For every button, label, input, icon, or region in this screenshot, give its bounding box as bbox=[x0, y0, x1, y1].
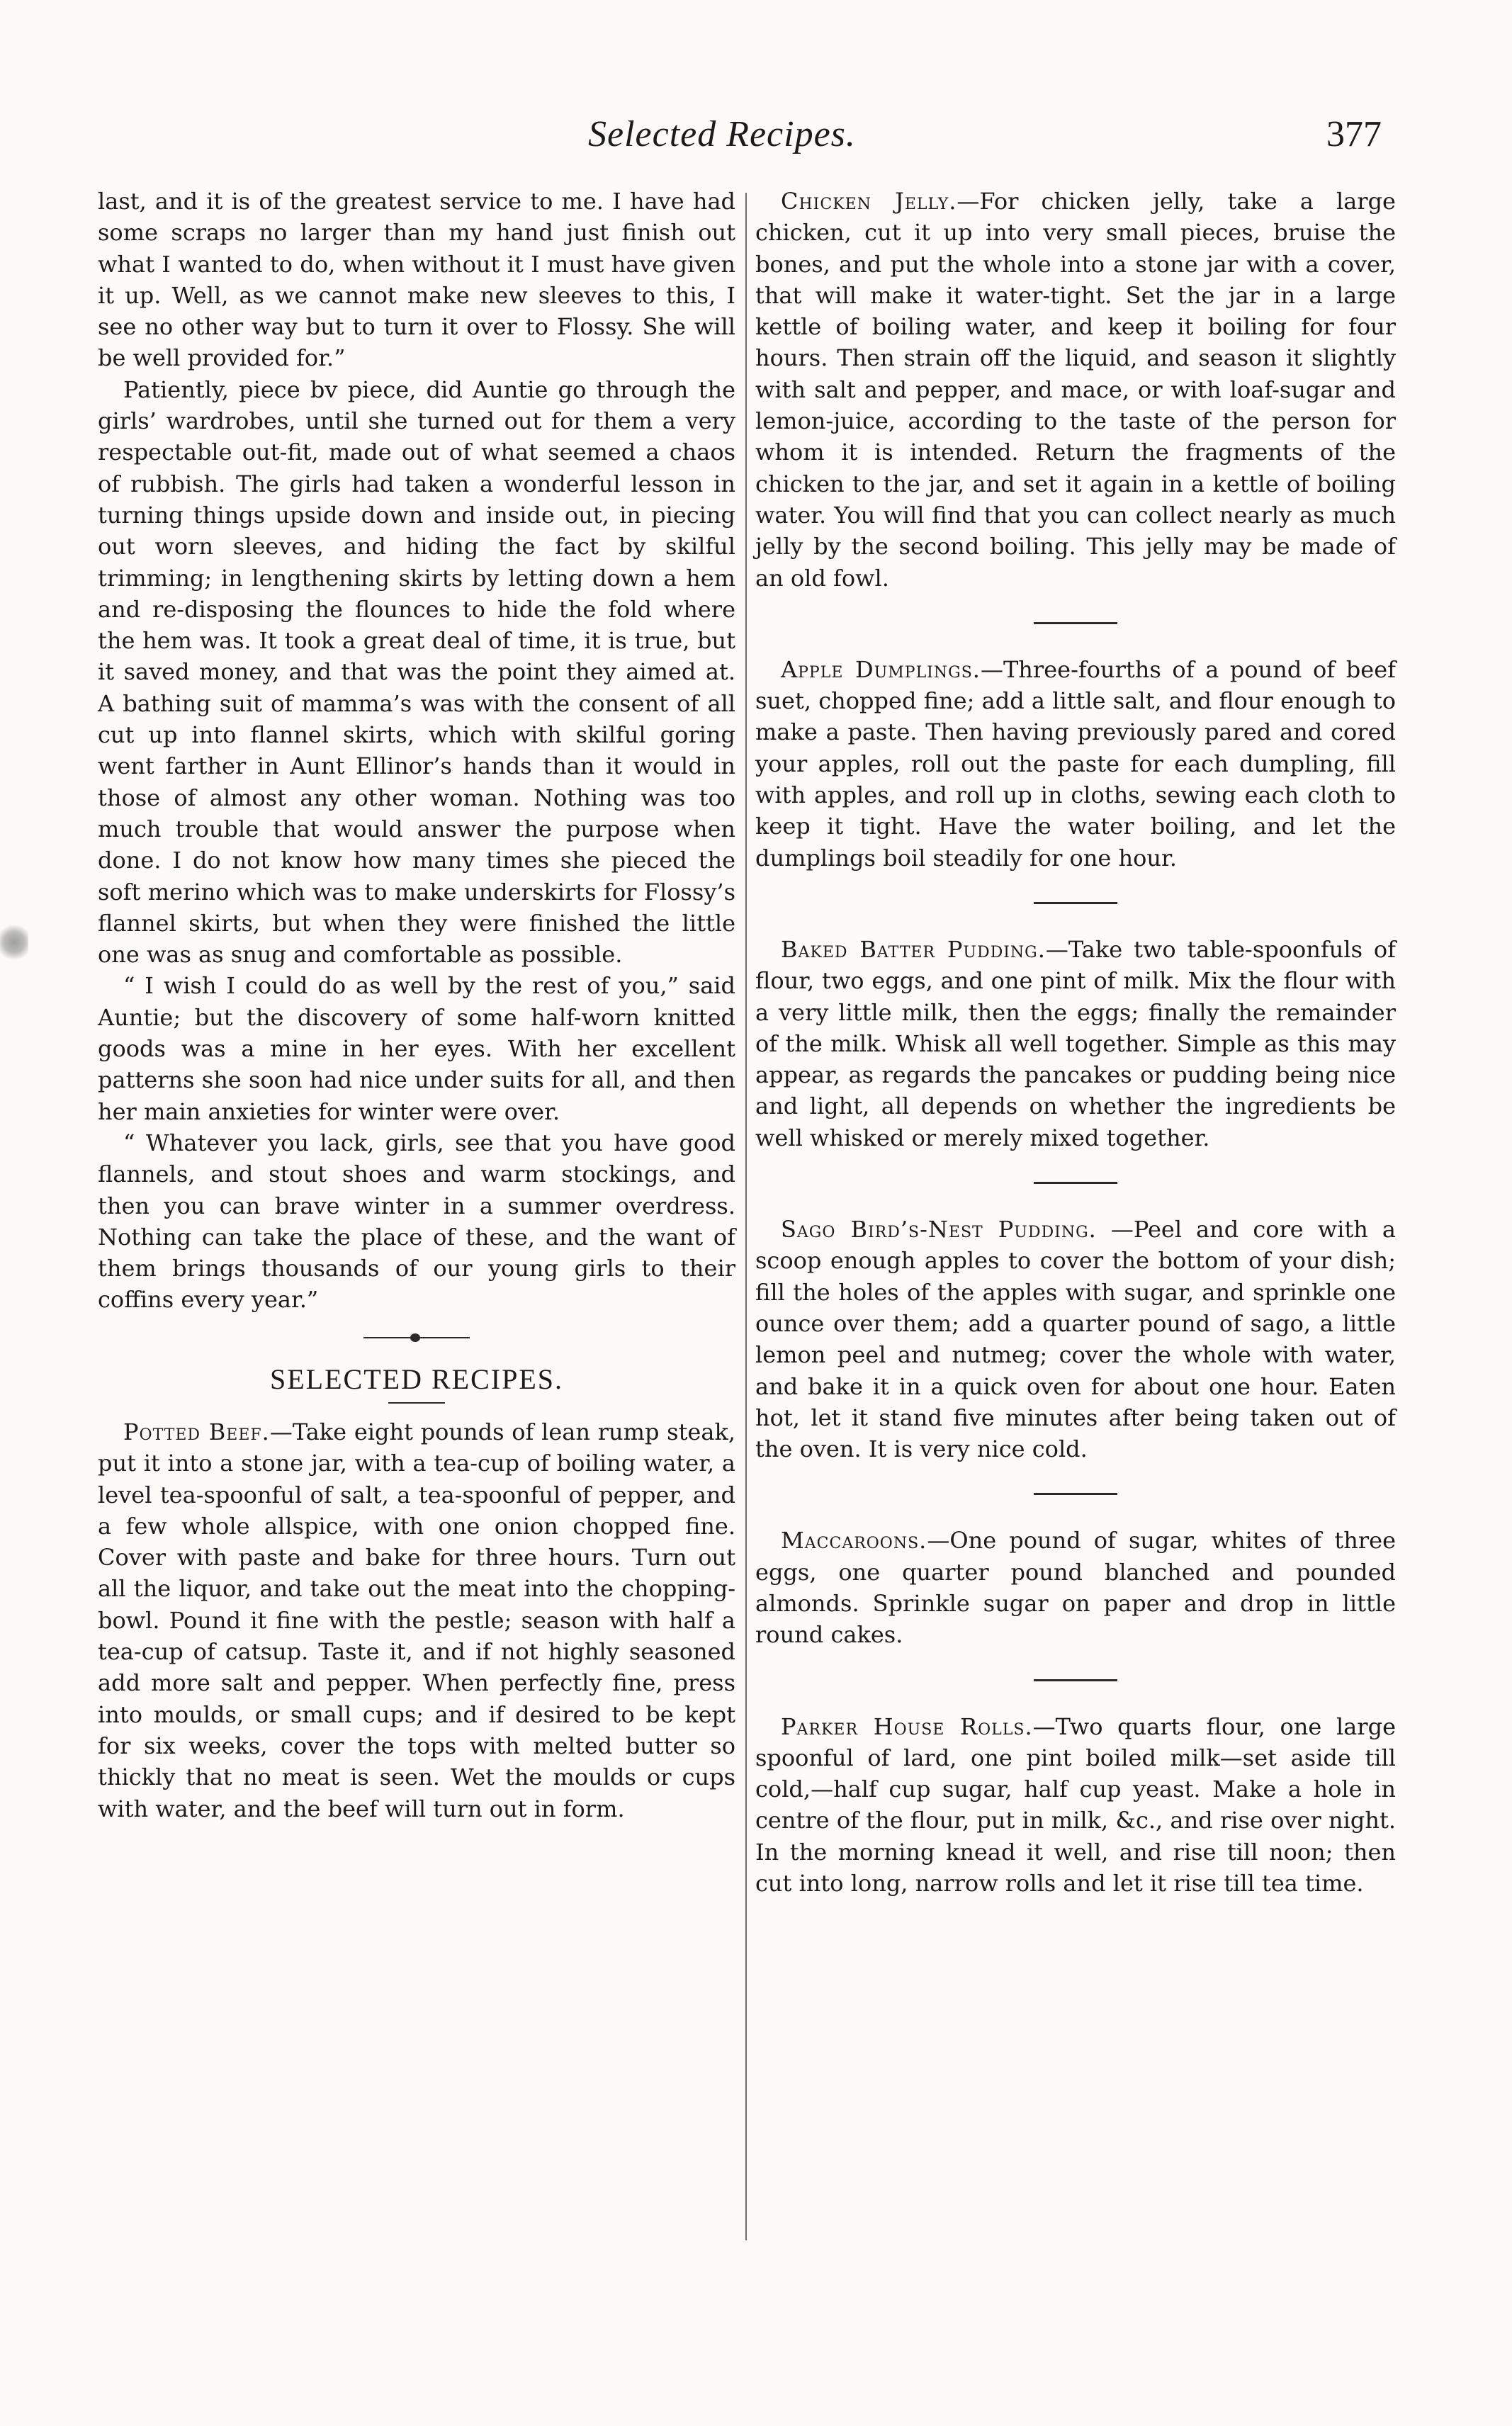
recipe-separator bbox=[1034, 1679, 1117, 1681]
recipe-parker-house-rolls bbox=[755, 1711, 1396, 1900]
recipe-title: Sago Bird’s-Nest Pudding. bbox=[781, 1216, 1097, 1243]
recipe-title: Parker House Rolls. bbox=[781, 1713, 1033, 1740]
recipe-text: —Three-fourths of a pound of beef suet, chopped fine; add a little salt, and flour enough to make a paste. Then having previously pared and cored your apples, roll out the paste for each dumpling, fill with apples, and roll up in cloths, sewing each cloth to keep it tight. Have the water boiling, and let the dumplings boil steadily for one hour. bbox=[755, 655, 1397, 871]
heading-rule bbox=[388, 1402, 445, 1404]
column-divider bbox=[745, 193, 747, 2240]
recipe-text: —Take two table-spoonfuls of flour, two eggs, and one pint of milk. Mix the flour with a very little milk, then the eggs; finally the remainder of the milk. Whisk all well together. Simple as this may appear, as regards the pancakes or pudding being nice and light, all depends on whether the ingredients be well whisked or merely mixed together. bbox=[755, 935, 1397, 1151]
recipe-baked-batter-pudding bbox=[755, 934, 1396, 1153]
story-paragraph: “ I wish I could do as well by the rest of you,” said Auntie; but the discovery of some half-worn knitted goods was a mine in her eyes. With her excellent patterns she soon had nice under suits for all, and then her main anxieties for winter were over. bbox=[98, 972, 735, 1125]
page-header bbox=[0, 113, 1512, 170]
recipe-text: —Peel and core with a scoop enough apples to cover the bottom of your dish; fill the holes of the apples with sugar, and sprinkle one ounce over them; add a quarter pound of sago, a little lemon peel and nutmeg; cover the whole with water, and bake it in a quick oven for about one hour. Eaten hot, let it stand five minutes after being taken out of the oven. It is very nice cold. bbox=[755, 1216, 1396, 1463]
page-number: 377 bbox=[1326, 114, 1382, 154]
recipe-text: —Two quarts flour, one large spoonful of lard, one pint boiled milk—set aside till cold,—half cup sugar, half cup yeast. Make a hole in centre of the flour, put in milk, &c., and rise over night. In the morning knead it well, and rise till noon; then cut into long, narrow rolls and let it rise till tea time. bbox=[755, 1713, 1396, 1897]
section-ornament bbox=[363, 1337, 470, 1338]
recipe-potted-beef bbox=[98, 1416, 735, 1824]
recipe-apple-dumplings bbox=[755, 654, 1396, 874]
recipe-title: Maccaroons. bbox=[781, 1527, 927, 1555]
recipe-separator bbox=[1034, 622, 1117, 624]
recipe-separator bbox=[1034, 1493, 1117, 1495]
recipe-maccaroons bbox=[755, 1525, 1396, 1650]
recipe-title: Apple Dumplings. bbox=[781, 655, 981, 683]
recipe-text: —Take eight pounds of lean rump steak, put it into a stone jar, with a tea-cup of boiling water, a level tea-spoonful of salt, a tea-spoonful of pepper, and a few whole allspice, with one onion chopped fine. Cover with paste and bake for three hours. Turn out all the liquor, and take out the meat into the chopping-bowl. Pound it fine with the pestle; season with half a tea-cup of catsup. Taste it, and if not highly seasoned add more salt and pepper. When perfectly fine, press into moulds, or small cups; and if desired to be kept for six weeks, cover the tops with melted butter so thickly that no meat is seen. Wet the moulds or cups with water, and the beef will turn out in form. bbox=[98, 1418, 736, 1822]
recipe-title: Baked Batter Pudding. bbox=[781, 935, 1046, 963]
recipe-chicken-jelly bbox=[755, 186, 1396, 594]
left-column bbox=[98, 186, 735, 1824]
section-heading: SELECTED RECIPES. bbox=[269, 1362, 564, 1395]
right-column bbox=[755, 186, 1396, 1899]
recipe-title: Potted Beef. bbox=[123, 1418, 270, 1445]
story-paragraph: last, and it is of the greatest service to me. I have had some scraps no larger than my hand just finish out what I wanted to do, when without it I must have given it up. Well, as we cannot make new sleeves to this, I see no other way but to turn it over to Flossy. She will be well provided for.” bbox=[98, 188, 735, 372]
margin-smudge bbox=[0, 921, 28, 964]
recipe-title: Chicken Jelly. bbox=[781, 188, 957, 215]
recipe-sago-birds-nest-pudding bbox=[755, 1214, 1396, 1465]
recipe-separator bbox=[1034, 902, 1117, 904]
story-paragraph: “ Whatever you lack, girls, see that you have good flannels, and stout shoes and warm stockings, and then you can brave winter in a summer overdress. Nothing can take the place of these, and the want of them brings thousands of our young girls to their coffins every year.” bbox=[98, 1129, 735, 1314]
recipe-text: —For chicken jelly, take a large chicken, cut it up into very small pieces, bruise the bones, and put the whole into a stone jar with a cover, that will make it water-tight. Set the jar in a large kettle of boiling water, and keep it boiling for four hours. Then strain off the liquid, and season it slightly with salt and pepper, and mace, or with loaf-sugar and lemon-juice, according to the taste of the person for whom it is intended. Return the fragments of the chicken to the jar, and set it again in a kettle of boiling water. You will find that you can collect nearly as much jelly by the second boiling. This jelly may be made of an old fowl. bbox=[755, 188, 1396, 592]
story-paragraph: Patiently, piece bv piece, did Auntie go through the girls’ wardrobes, until she turned out for them a very respectable out-fit, made out of what seemed a chaos of rubbish. The girls had taken a wonderful lesson in turning things upside down and inside out, in piecing out worn sleeves, and hiding the fact by skilful trimming; in lengthening skirts by letting down a hem and re-disposing the flounces to hide the fold where the hem was. It took a great deal of time, it is true, but it saved money, and that was the point they aimed at. A bathing suit of mamma’s was with the consent of all cut up into flannel skirts, which with skilful goring went farther in Aunt Ellinor’s hands than it would in those of almost any other woman. Nothing was too much trouble that would answer the purpose when done. I do not know how many times she pieced the soft merino which was to make underskirts for Flossy’s flannel skirts, but when they were finished the little one was as snug and comfortable as possible. bbox=[98, 376, 735, 969]
recipe-text: —One pound of sugar, whites of three eggs, one quarter pound blanched and pounded almonds. Sprinkle sugar on paper and drop in little round cakes. bbox=[755, 1527, 1396, 1649]
running-title: Selected Recipes. bbox=[588, 114, 856, 154]
recipe-separator bbox=[1034, 1182, 1117, 1184]
